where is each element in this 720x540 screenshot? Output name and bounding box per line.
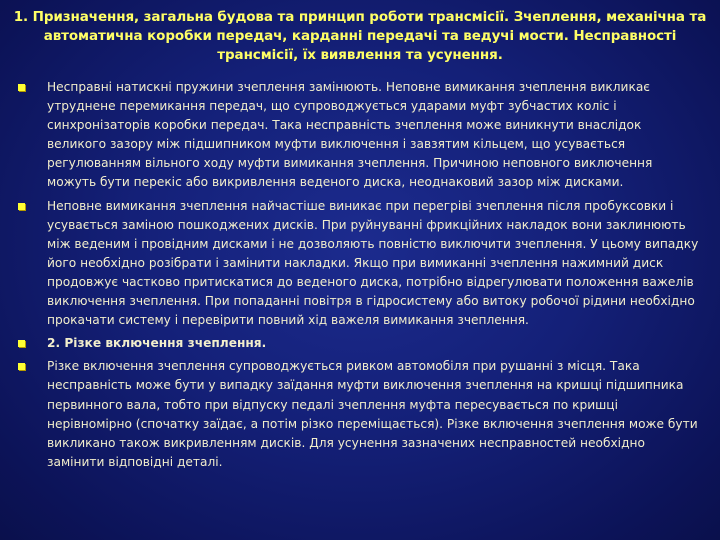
bullet-list — [18, 78, 704, 476]
section-heading-text: 2. Різке включення зчеплення. — [47, 336, 267, 351]
yellow-square-icon — [18, 84, 25, 91]
bullet-text: Несправні натискні пружини зчеплення замінюють. Неповне вимикання зчеплення викликає утруднене перемикання передач, що супроводжується ударами муфт зубчастих коліс і синхронізаторів коробки передач. Така несправність зчеплення може виникнути внаслідок великого зазору між підшипником муфти виключення і завзятим кільцем, що усувається регулюванням вільного ходу муфти вимикання зчеплення. Причиною неповного виключення можуть бути перекіс або викривлення веденого диска, неоднаковий зазор між дисками. — [47, 80, 653, 190]
bullet-text: Неповне вимикання зчеплення найчастіше виникає при перегріві зчеплення після пробуксовки і усувається заміною пошкоджених дисків. При руйнуванні фрикційних накладок вони заклинюють між веденим і провідним дисками і не дозволяють повністю виключити зчеплення. У цьому випадку його необхідно розібрати і замінити накладки. Якщо при вимиканні зчеплення нажимний диск продовжує частково притискатися до веденого диска, потрібно відрегулювати положення важелів виключення зчеплення. При попаданні повітря в гідросистему або витоку робочої рідини необхідно прокачати систему і перевірити повний хід важеля вимикання зчеплення. — [47, 198, 699, 328]
bullet-item-incomplete-disengagement — [18, 197, 704, 331]
bullet-item-clutch-springs — [18, 78, 704, 193]
yellow-square-icon — [18, 203, 25, 210]
yellow-square-icon — [18, 340, 25, 347]
bullet-item-section-heading — [18, 334, 704, 353]
yellow-square-icon — [18, 363, 25, 370]
bullet-item-abrupt-engagement — [18, 357, 704, 472]
slide-title: 1. Призначення, загальна будова та принцип роботи трансмісії. Зчеплення, механічна та автоматична коробки передач, карданні передачі та ведучі мости. Несправності трансмісії, їх виявлення та усунення. — [13, 9, 707, 63]
bullet-text: Різке включення зчеплення супроводжується ривком автомобіля при рушанні з місця. Така несправність може бути у випадку заїдання муфти виключення зчеплення на кришці підшипника первинного вала, тобто при відпуску педалі зчеплення муфта пересувається по кришці нерівномірно (спочатку заїдає, а потім різко переміщається). Різке включення зчеплення може бути викликано також викривленням дисків. Для усунення зазначених несправностей необхідно замінити відповідні деталі. — [47, 359, 698, 469]
